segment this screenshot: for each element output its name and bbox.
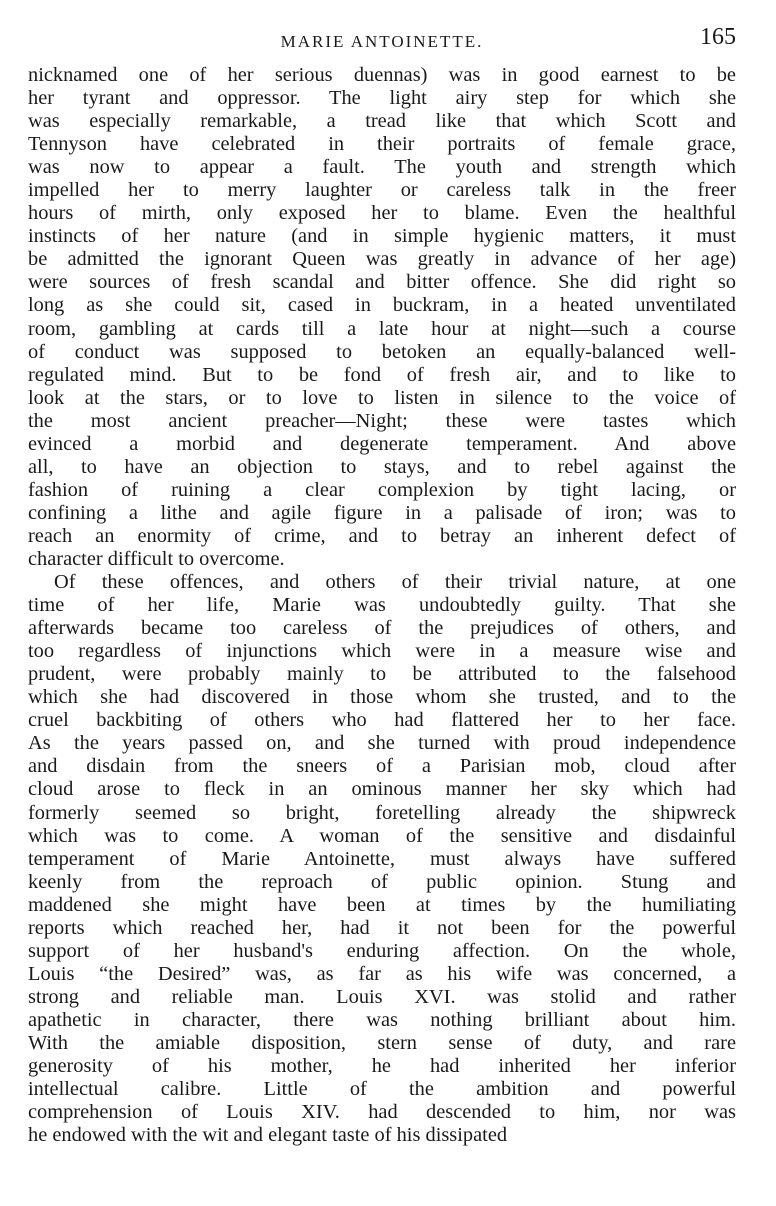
text-line: all, to have an objection to stays, and to rebel against the — [28, 455, 736, 478]
text-line: reports which reached her, had it not been for the powerful — [28, 916, 736, 939]
text-line: prudent, were probably mainly to be attributed to the falsehood — [28, 663, 736, 686]
text-line: hours of mirth, only exposed her to blame. Even the healthful — [28, 202, 736, 225]
text-line: cruel backbiting of others who had flattered her to her face. — [28, 709, 736, 732]
text-line: long as she could sit, cased in buckram, in a heated unventilated — [28, 294, 736, 317]
text-line: afterwards became too careless of the prejudices of others, and — [28, 617, 736, 640]
running-title: MARIE ANTOINETTE. — [280, 32, 484, 51]
text-line: look at the stars, or to love to listen in silence to the voice of — [28, 386, 736, 409]
text-line: was especially remarkable, a tread like that which Scott and — [28, 110, 736, 133]
text-line: support of her husband's enduring affection. On the whole, — [28, 939, 736, 962]
text-line: which she had discovered in those whom she trusted, and to the — [28, 686, 736, 709]
text-line: As the years passed on, and she turned with proud independence — [28, 732, 736, 755]
text-line: comprehension of Louis XIV. had descended to him, nor was — [28, 1101, 736, 1124]
text-line: her tyrant and oppressor. The light airy step for which she — [28, 87, 736, 110]
text-line: be admitted the ignorant Queen was greatly in advance of her age) — [28, 248, 736, 271]
text-line: temperament of Marie Antoinette, must always have suffered — [28, 847, 736, 870]
text-line: were sources of fresh scandal and bitter offence. She did right so — [28, 271, 736, 294]
text-line: cloud arose to fleck in an ominous manner her sky which had — [28, 778, 736, 801]
text-line: With the amiable disposition, stern sense of duty, and rare — [28, 1031, 736, 1054]
text-line: intellectual calibre. Little of the ambition and powerful — [28, 1078, 736, 1101]
text-line: time of her life, Marie was undoubtedly guilty. That she — [28, 594, 736, 617]
paragraph — [28, 571, 736, 1147]
text-line: and disdain from the sneers of a Parisian mob, cloud after — [28, 755, 736, 778]
text-line: keenly from the reproach of public opinion. Stung and — [28, 870, 736, 893]
text-line: evinced a morbid and degenerate temperament. And above — [28, 432, 736, 455]
text-line: character difficult to overcome. — [28, 547, 285, 570]
text-line: regulated mind. But to be fond of fresh air, and to like to — [28, 363, 736, 386]
paragraph — [28, 64, 736, 571]
text-line: he endowed with the wit and elegant taste of his dissipated — [28, 1124, 508, 1147]
body-text — [28, 64, 736, 1147]
book-page — [28, 24, 736, 1147]
text-line: too regardless of injunctions which were in a measure wise and — [28, 640, 736, 663]
text-line: Of these offences, and others of their trivial nature, at one — [54, 571, 736, 594]
text-line: generosity of his mother, he had inherited her inferior — [28, 1055, 736, 1078]
text-line: which was to come. A woman of the sensitive and disdainful — [28, 824, 736, 847]
text-line: Louis “the Desired” was, as far as his wife was concerned, a — [28, 962, 736, 985]
text-line: nicknamed one of her serious duennas) was in good earnest to be — [28, 64, 736, 86]
text-line: impelled her to merry laughter or careless talk in the freer — [28, 179, 736, 202]
text-line: apathetic in character, there was nothing brilliant about him. — [28, 1008, 736, 1031]
text-line: of conduct was supposed to betoken an equally-balanced well- — [28, 340, 736, 363]
text-line: Tennyson have celebrated in their portraits of female grace, — [28, 133, 736, 156]
text-line: strong and reliable man. Louis XVI. was stolid and rather — [28, 985, 736, 1008]
text-line: room, gambling at cards till a late hour at night—such a course — [28, 317, 736, 340]
text-line: was now to appear a fault. The youth and strength which — [28, 156, 736, 179]
text-line: the most ancient preacher—Night; these were tastes which — [28, 409, 736, 432]
running-head — [28, 24, 736, 64]
text-line: formerly seemed so bright, foretelling already the shipwreck — [28, 801, 736, 824]
text-line: maddened she might have been at times by the humiliating — [28, 893, 736, 916]
page-number: 165 — [700, 24, 736, 50]
text-line: fashion of ruining a clear complexion by tight lacing, or — [28, 478, 736, 501]
text-line: reach an enormity of crime, and to betray an inherent defect of — [28, 524, 736, 547]
text-line: instincts of her nature (and in simple hygienic matters, it must — [28, 225, 736, 248]
text-line: confining a lithe and agile figure in a palisade of iron; was to — [28, 501, 736, 524]
